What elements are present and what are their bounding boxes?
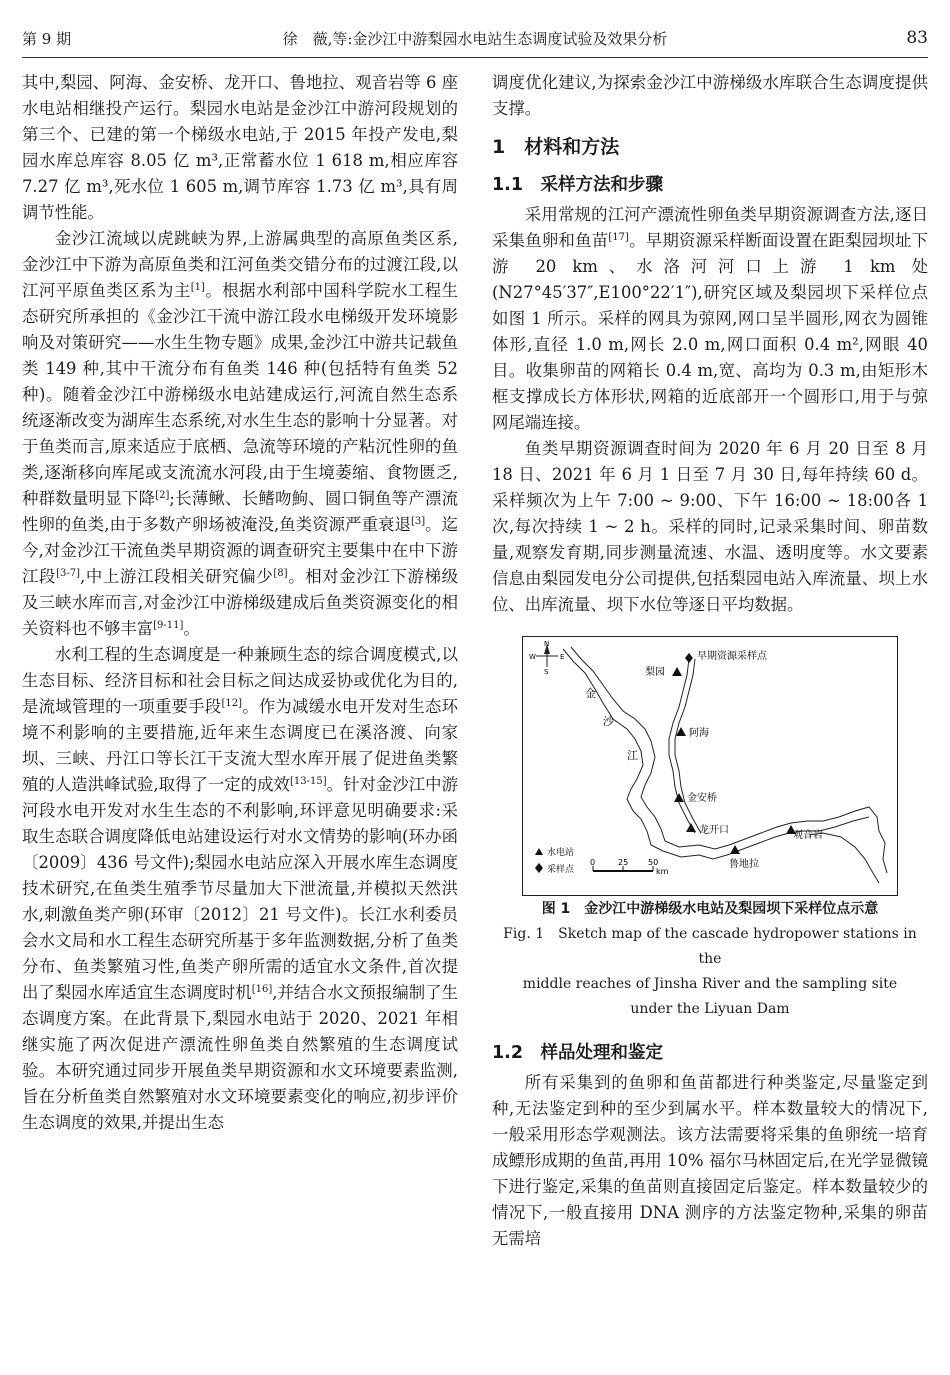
citation: [16] [251,984,273,995]
river-main-channel [669,659,695,833]
citation: [2] [155,490,170,501]
paragraph: 采用常规的江河产漂流性卵鱼类早期资源调查方法,逐日采集鱼卵和鱼苗[17]。早期资源采样断面设置在距梨园坝址下游 20 km、水洛河河口上游 1 km 处(N27°45′37″,E100°22′1″),研究区域及梨园坝下采样位点如图 1 所示。采样的网具为弶网,网口呈半圆形,网衣为圆锥体形,直径 1.0 m,网长 2.0 m,网口面积 0.4 m²,网眼 40 目。收集卵苗的网箱长 0.4 m,宽、高均为 0.3 m,由矩形木框支撑成长方体形状,网箱的近底部开一个圆形口,用于与弶网尾端连接。 [492,205,929,432]
citation: [1] [190,282,205,293]
river-main-channel-bank [675,659,701,833]
station-label: 观音岩 [793,830,823,841]
figure-map [522,636,898,896]
station-label: 阿海 [689,728,709,739]
station-label: 龙开口 [699,825,729,836]
station-marker [686,823,696,832]
legend-sample-label: 采样点 [547,865,575,875]
issue-number: 第 9 期 [22,30,72,48]
river-label-jiang: 江 [627,749,638,762]
subsection-heading: 1.1 采样方法和步骤 [492,175,664,195]
citation: [3] [410,516,426,527]
citation: [3-7] [56,568,80,579]
citation: [12] [221,698,242,709]
figure-caption-en-line: under the Liyuan Dam [630,1001,790,1017]
citation: [9-11] [153,620,184,631]
scale-tick-0: 0 [590,858,596,867]
figure-caption-en-line: Fig. 1 Sketch map of the cascade hydropower stations in the [503,926,917,967]
paragraph: 其中,梨园、阿海、金安桥、龙开口、鲁地拉、观音岩等 6 座水电站相继投产运行。梨园水电站是金沙江中游河段规划的第三个、已建的第一个梯级水电站,于 2015 年投产发电,梨园水库总库容 8.05 亿 m³,正常蓄水位 1 618 m,相应库容 7.27 亿 m³,死水位 1 605 m,调节库容 1.73 亿 m³,具有周调节性能。 [22,73,458,222]
figure-caption-en-line: middle reaches of Jinsha River and the sampling site [522,976,898,992]
station-marker [672,667,682,676]
citation: [13-15] [289,776,327,787]
station-label: 鲁地拉 [729,859,759,870]
sampling-point-marker [685,653,693,663]
river-label-sha: 沙 [603,715,614,728]
running-title: 徐 薇,等:金沙江中游梨园水电站生态调度试验及效果分析 [282,30,668,48]
scale-unit: km [656,867,669,876]
legend-station-icon [535,848,543,855]
paragraph: 调度优化建议,为探索金沙江中游梯级水库联合生态调度提供支撑。 [492,73,928,118]
legend-sample-icon [535,863,543,873]
station-marker [730,845,740,854]
paragraph: 所有采集到的鱼卵和鱼苗都进行种类鉴定,尽量鉴定到种,无法鉴定到种的至少到属水平。样本数量较大的情况下,一般采用形态学观测法。该方法需要将采集的鱼卵统一培育成鳔形成期的鱼苗,再用 10% 福尔马林固定后,在光学显微镜下进行鉴定,采集的鱼苗则直接固定后鉴定。样本数量较少的情况下,一般直接用 DNA 测序的方法鉴定物种,采集的卵苗无需培 [492,1073,928,1248]
station-label: 梨园 [645,667,665,678]
compass-south: S [544,668,549,676]
citation: [8] [273,568,288,579]
compass-east: E [560,653,565,661]
left-column [22,70,458,1136]
page-number: 83 [906,28,928,48]
sampling-point-label: 早期资源采样点 [697,651,767,662]
station-label: 金安桥 [687,793,717,804]
river-bank-right [571,647,887,873]
scale-tick-50: 50 [648,858,659,867]
section-heading: 1 材料和方法 [492,136,620,158]
figure-caption-cn: 图 1 金沙江中游梯级水电站及梨园坝下采样位点示意 [541,901,879,917]
map-graphic [523,637,897,895]
scale-tick-25: 25 [618,858,629,867]
river-label-jin: 金 [585,687,596,700]
paragraph: 鱼类早期资源调查时间为 2020 年 6 月 20 日至 8 月 18 日、2021 年 6 月 1 日至 7 月 30 日,每年持续 60 d。采样频次为上午 7:00 ~ 9:00、下午 16:00 ~ 18:00各 1 次,每次持续 1 ~ 2 h。采样的同时,记录采集时间、卵苗数量,观察发育期,同步测量流速、水温、透明度等。水文要素信息由梨园发电分公司提供,包括梨园电站入库流量、坝上水位、出库流量、坝下水位等逐日平均数据。 [492,439,928,614]
compass-west: W [529,653,536,661]
legend-station-label: 水电站 [547,848,575,858]
header-rule [22,57,928,58]
subsection-heading: 1.2 样品处理和鉴定 [492,1043,664,1063]
paragraph: 水利工程的生态调度是一种兼顾生态的综合调度模式,以生态目标、经济目标和社会目标之间达成妥协或优化为目的,是流域管理的一项重要手段[12]。作为减缓水电开发对生态环境不利影响的主要措施,近年来生态调度已在溪洛渡、向家坝、三峡、丹江口等长江干支流大型水库开展了促进鱼类繁殖的人造洪峰试验,取得了一定的成效[13-15]。针对金沙江中游河段水电开发对水生生态的不利影响,环评意见明确要求:采取生态联合调度降低电站建设运行对水文情势的影响(环办函〔2009〕436 号文件);梨园水电站应深入开展水库生态调度技术研究,在鱼类生殖季节尽量加大下泄流量,并模拟天然洪水,刺激鱼类产卵(环审〔2012〕21 号文件)。长江水利委员会水文局和水工程生态研究所基于多年监测数据,分析了鱼类分布、鱼类繁殖习性,鱼类产卵所需的适宜水文条件,首次提出了梨园水库适宜生态调度时机[16],并结合水文预报编制了生态调度方案。在此背景下,梨园水电站于 2020、2021 年相继实施了两次促进产漂流性卵鱼类自然繁殖的生态调度试验。本研究通过同步开展鱼类早期资源和水文环境要素监测,旨在分析鱼类自然繁殖对水文环境要素变化的响应,初步评价生态调度的效果,并提出生态 [22,645,459,1132]
paragraph: 金沙江流域以虎跳峡为界,上游属典型的高原鱼类区系,金沙江中下游为高原鱼类和江河鱼类交错分布的过渡江段,以江河平原鱼类区系为主[1]。根据水利部中国科学院水工程生态研究所承担的《金沙江干流中游江段水电梯级开发环境影响及对策研究——水生生物专题》成果,金沙江中游共记载鱼类 149 种,其中干流分布有鱼类 146 种(包括特有鱼类 52 种)。随着金沙江中游梯级水电站建成运行,河流自然生态系统逐渐改变为湖库生态系统,对水生生态的影响十分显著。对于鱼类而言,原来适应于底栖、急流等环境的产粘沉性卵的鱼类,逐渐移向库尾或支流流水河段,由于生境萎缩、食物匮乏,种群数量明显下降[2];长薄鳅、长鳍吻鮈、圆口铜鱼等产漂流性卵的鱼类,由于多数产卵场被淹没,鱼类资源严重衰退[3]。迄今,对金沙江干流鱼类早期资源的调查研究主要集中在中下游江段[3-7],中上游江段相关研究偏少[8]。相对金沙江下游梯级及三峡水库而言,对金沙江中游梯级建成后鱼类资源变化的相关资料也不够丰富[9-11]。 [22,229,459,638]
right-column [492,70,928,1252]
compass-north: N [544,640,550,648]
citation: [17] [608,232,629,243]
running-header [22,28,928,54]
